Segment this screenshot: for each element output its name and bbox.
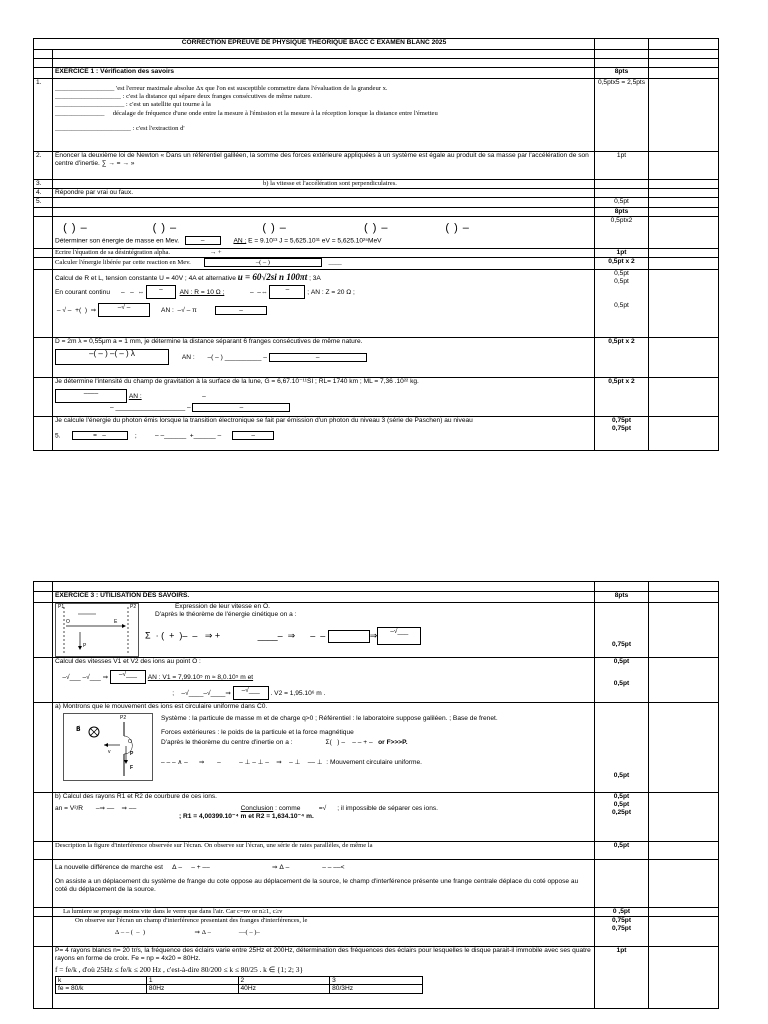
photon-energy-marks: 0,75pt 0,75pt	[595, 417, 649, 451]
question-number: 4.	[34, 189, 53, 198]
interference-description-mark: 0,5pt	[595, 842, 649, 860]
question-5-mark: 0,5pt	[595, 198, 649, 207]
question-4-answer: Répondre par vrai ou faux.	[53, 189, 595, 198]
question-number: 3.	[34, 180, 53, 189]
velocity-v-label: v	[108, 749, 111, 756]
document-title: CORRECTION EPREUVE DE PHYSIQUE THEORIQUE BACC C EXAMEN BLANC 2025	[34, 39, 595, 50]
ion-speed-row: Calcul des vitesses V1 et V2 des ions au point O : –√___ –√___ ⇒ –√___ AN : V1 = 7,99.10⁵ m ≈ 8,0.10⁵ m et ; –√____–√____⇒ –√___ . V2 = 1,95.10⁶ m .	[53, 658, 595, 703]
frequency-table: k 1 2 3 fe = 80/k 80Hz 40Hz 80/3Hz	[55, 976, 423, 994]
mass-energy-mark: 0,5ptx2	[595, 216, 649, 248]
ion-speed-marks: 0,5pt 0,5pt	[595, 658, 649, 703]
question-number: 5.	[34, 198, 53, 207]
question-number: 2.	[34, 152, 53, 180]
alpha-equation-row: Ecrire l'équation de sa désintégration alpha. → +	[53, 248, 595, 257]
question-1-definitions: __________________ 'est l'erreur maximale absolue Δx que l'on est susceptible commettre dans l'évaluation de la grandeur x. ____________________ : c'est la distance qui sépare deux franges consécutives de même nature. _____________________ : c'est un satellite qui tourne à la _______________ décalage de fréquence d'une onde entre la mesure à l'émission et la mesure à la réception lorsque la distance entre l'émetteu _______________________ : c'est l'extraction d'	[53, 79, 595, 152]
point-o-label: O	[66, 619, 70, 625]
fringe-observation-row: On observe sur l'écran un champ d'interférence presentant des franges d'interférences, le Δ – – ( – ) ⇒ Δ – ––( – )–	[53, 917, 595, 947]
question-number: 1.	[34, 79, 53, 152]
alpha-equation-mark: 1pt	[595, 248, 649, 257]
curvature-radius-marks: 0,5pt 0,5pt 0,25pt	[595, 793, 649, 842]
light-speed-mark: 0 ,5pt	[595, 908, 649, 917]
path-difference-row: La nouvelle différence de marche est Δ – – + –– ⇒ Δ – – – ––< On assiste a un déplacement du système de frange du cote oppose au déplacement de la source, le champ d'interférence présente une frange centrale déplace du coté oppose au coté du déplacement de la source.	[53, 860, 595, 908]
fringe-distance-mark: 0,5pt x 2	[595, 338, 649, 378]
light-speed-row: La lumiere se propage moins vite dans le verre que dans l'air. Car c=nv or n≥1, c≥v	[53, 908, 595, 917]
point-o-label-2: O	[128, 739, 132, 746]
moon-gravity-mark: 0,5pt x 2	[595, 378, 649, 417]
rl-circuit-row: Calcul de R et L, tension constante U = 40V ; 4A et alternative u = 60√2si n 100πt ; 3A En courant continu – – ⇔ – AN : R = 10 Ω ; – –⇔ – ; AN : Z = 20 Ω ; – √ – +( ) ⇒ –√ – AN : –√ – π –	[53, 270, 595, 338]
rl-circuit-marks: 0,5pt 0,5pt 0,5pt	[595, 270, 649, 338]
electric-field-figure	[55, 603, 139, 657]
circular-motion-row: a) Montrons que le mouvement des ions est circulaire uniforme dans C0. B⃗ P2 O v P F Système : la particule de masse m et de charge q>0 ; Référentiel : le laboratoire suppose galiléen. ; Base de frenet. Forces extérieures : le poids de la particule et la force magnétique D'après le théorème du centre d'inertie on a : Σ( ) – – – + – or F>>>P. – – – ∧ – ⇒ – – ⊥ – ⊥ – ⇒ – ⊥ –– ⊥ : Mouvement circulaire uniforme.	[53, 703, 595, 793]
question-3-answer: b) la vitesse et l'accélération sont perpendiculaires.	[53, 180, 595, 189]
kinetic-energy-row: P1 P2 O E P Expression de leur vitesse en O. D'après le théorème de l'énergie cinétique on a : Σ · ( + )– – ⇒ + ____– ⇒ – – ⇒ –√___	[53, 603, 595, 658]
weight-p-label-2: P	[130, 751, 134, 758]
plate-p2-label: P2	[130, 604, 137, 610]
mass-energy-row: ( ) – ( ) – ( ) – ( ) – ( ) – Déterminer son énergie de masse en Mev. – AN : E = 9.10¹³ J = 5,625.10³¹ eV = 5,625.10²⁵MeV	[53, 216, 595, 248]
curvature-radius-row: b) Calcul des rayons R1 et R2 de courbure de ces ions. an = V²/R –⇒ –– ⇒ –– Conclusion : comme =√ ; il impossible de séparer ces ions. ; R1 = 4,00399.10⁻⁴ m et R2 = 1,634.10⁻⁴ m.	[53, 793, 595, 842]
exercise-3-title: EXERCICE 3 : UTILISATION DES SAVOIRS.	[53, 592, 595, 603]
field-e-label: E	[114, 619, 118, 625]
magnetic-field-figure: B⃗ P2 O v P F	[63, 713, 153, 781]
exercise-1-title: EXERCICE 1 : Vérification des savoirs	[53, 68, 595, 79]
question-2-mark: 1pt	[595, 152, 649, 180]
interference-description-row: Description la figure d'interférence observée sur l'écran. On observe sur l'écran, une série de raies parallèles, de même la	[53, 842, 595, 860]
moon-gravity-row: Je détermine l'intensité du champ de gravitation à la surface de la lune, G = 6,67.10⁻¹¹SI ; RL= 1740 km ; ML = 7,36 .10²² kg. –––– AN : – – ___________________ – –	[53, 378, 595, 417]
weight-p-label: P	[83, 643, 87, 649]
released-energy-row: Calculer l'énergie libérée par cette reaction en Mev. –( – ) ____	[53, 258, 595, 270]
page-2-table	[33, 581, 719, 1009]
exercise-1-points: 8pts	[595, 68, 649, 79]
question-2-newton: Enoncer la deuxième loi de Newton « Dans un référentiel galiléen, la somme des forces extérieure appliquées à un système est égale au produit de sa masse par l'accélération de son centre d'inertie. ∑ → = → »	[53, 152, 595, 180]
released-energy-mark: 0,5pt x 2	[595, 258, 649, 270]
plate-p2-label-2: P2	[120, 715, 127, 722]
question-1-mark: 0,5ptx5 = 2,5pts	[595, 79, 649, 152]
exercise-2-points: 8pts	[595, 207, 649, 216]
circular-motion-mark: 0,5pt	[595, 703, 649, 793]
photon-energy-row: Je calcule l'énergie du photon émis lorsque la transition électronique se fait par émission d'un photon du niveau 3 (série de Paschen) au niveau 5. = – ; – –______ +______ – –	[53, 417, 595, 451]
plate-p1-label: P1	[58, 604, 65, 610]
exercise-3-points: 8pts	[595, 592, 649, 603]
stroboscope-row: P= 4 rayons blancs n= 20 tr/s, la fréquence des éclairs varie entre 25Hz et 200Hz, détermination des fréquences des éclairs pour lesquelles le disque parait-il immobile avec ses quatre rayons en forme de croix. Fe = np = 4x20 = 80Hz. f = fe/k , d'où 25Hz ≤ fe/k ≤ 200 Hz , c'est-à-dire 80/200 ≤ k ≤ 80/25 . k ∈ {1; 2; 3} k 1 2 3 fe = 80/k 80Hz 40Hz 80/3Hz	[53, 947, 595, 1009]
kinetic-energy-mark: 0,75pt	[595, 603, 649, 658]
force-f-label: F	[130, 765, 134, 772]
page-1-table	[33, 38, 719, 451]
fringe-observation-marks: 0,75pt 0,75pt	[595, 917, 649, 947]
stroboscope-mark: 1pt	[595, 947, 649, 1009]
fringe-distance-row: D = 2m λ = 0,55μm a = 1 mm, je détermine la distance séparant 6 franges consécutives de même nature. –( – ) –( – ) λ AN : –( – ) __________ – –	[53, 338, 595, 378]
